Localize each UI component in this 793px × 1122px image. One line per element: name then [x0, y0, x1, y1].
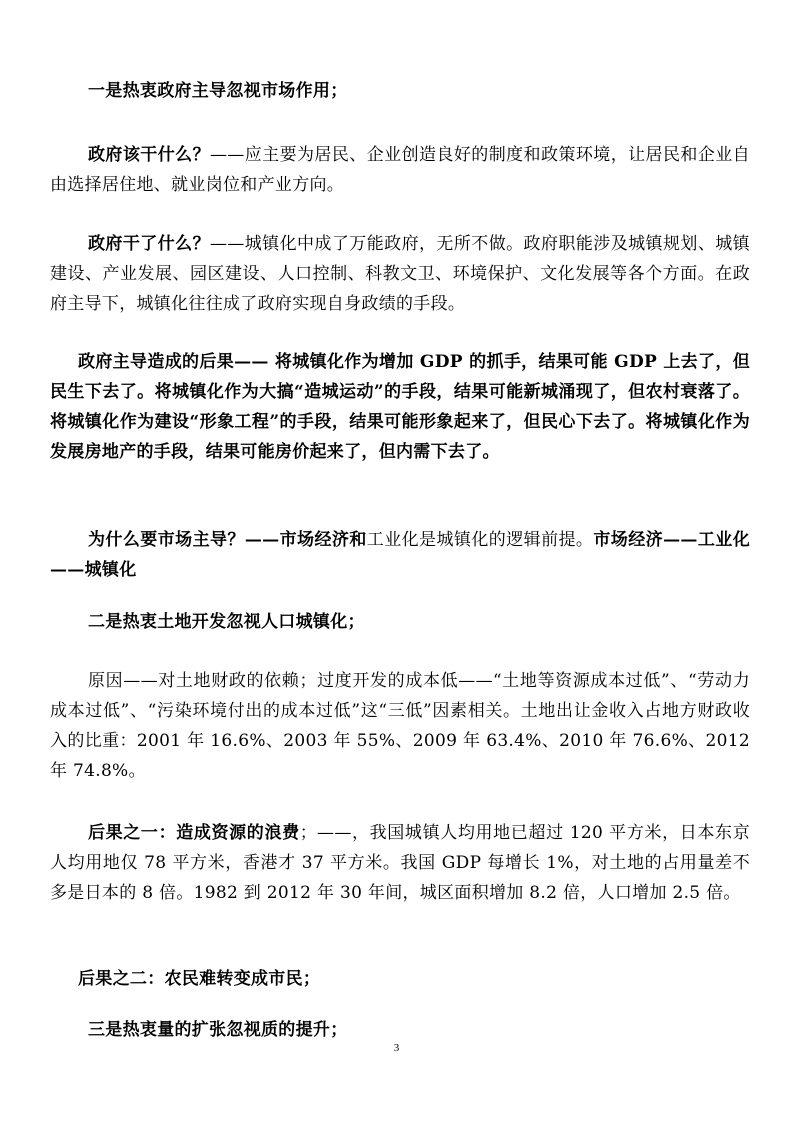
government-did-question: 政府干了什么？ — [88, 234, 210, 254]
consequence-one-paragraph — [50, 818, 750, 908]
point-three-heading — [50, 1015, 750, 1045]
reasons-text: 原因——对土地财政的依赖；过度开发的成本低——“土地等资源成本过低”、“劳动力成本过低”、“污染环境付出的成本过低”这“三低”因素相关。土地出让金收入占地方财政收入的比重：2001 年 16.6%、2003 年 55%、2009 年 63.4%、2010 年 76.6%、2012 年 74.8%。 — [50, 671, 750, 781]
reasons-paragraph — [50, 666, 750, 786]
consequence-one-text: ；——，我国城镇人均用地已超过 120 平方米，日本东京人均用地仅 78 平方米，香港才 37 平方米。我国 GDP 每增长 1%，对土地的占用量差不多是日本的 8 倍。1982 到 2012 年 30 年间，城区面积增加 8.2 倍，人口增加 2.5 倍。 — [50, 823, 750, 903]
consequences-paragraph — [50, 347, 750, 467]
consequence-two-text: 后果之二：农民难转变成市民； — [78, 969, 321, 989]
government-should-paragraph — [50, 140, 750, 200]
point-two-text: 二是热衷土地开发忽视人口城镇化； — [88, 612, 365, 632]
market-led-premise: 工业化是城镇化的逻辑前提。 — [366, 530, 594, 550]
point-one-heading — [50, 76, 750, 106]
government-should-question: 政府该干什么？ — [88, 145, 210, 165]
consequences-text: 政府主导造成的后果—— 将城镇化作为增加 GDP 的抓手，结果可能 GDP 上去了，但民生下去了。将城镇化作为大搞“造城运动”的手段，结果可能新城涌现了，但农村衰落了。将城镇化作为建设“形象工程”的手段，结果可能形象起来了，但民心下去了。将城镇化作为发展房地产的手段，结果可能房价起来了，但内需下去了。 — [50, 352, 750, 462]
point-one-text: 一是热衷政府主导忽视市场作用； — [88, 81, 348, 101]
consequence-one-heading: 后果之一：造成资源的浪费 — [88, 823, 300, 843]
page-number: 3 — [393, 1042, 400, 1054]
point-three-text: 三是热衷量的扩张忽视质的提升； — [88, 1020, 348, 1040]
market-led-paragraph — [50, 525, 750, 585]
government-should-answer: ——应主要为居民、企业创造良好的制度和政策环境，让居民和企业自由选择居住地、就业岗位和产业方向。 — [50, 145, 750, 195]
point-two-heading — [50, 607, 750, 637]
market-led-question: 为什么要市场主导？——市场经济和 — [88, 530, 367, 550]
government-did-answer: ——城镇化中成了万能政府，无所不做。政府职能涉及城镇规划、城镇建设、产业发展、园区建设、人口控制、科教文卫、环境保护、文化发展等各个方面。在政府主导下，城镇化往往成了政府实现自身政绩的手段。 — [50, 234, 750, 314]
government-did-paragraph — [50, 229, 750, 319]
consequence-two-heading — [50, 964, 750, 994]
market-led-chain: 市场经济——工业化——城镇化 — [50, 530, 750, 580]
